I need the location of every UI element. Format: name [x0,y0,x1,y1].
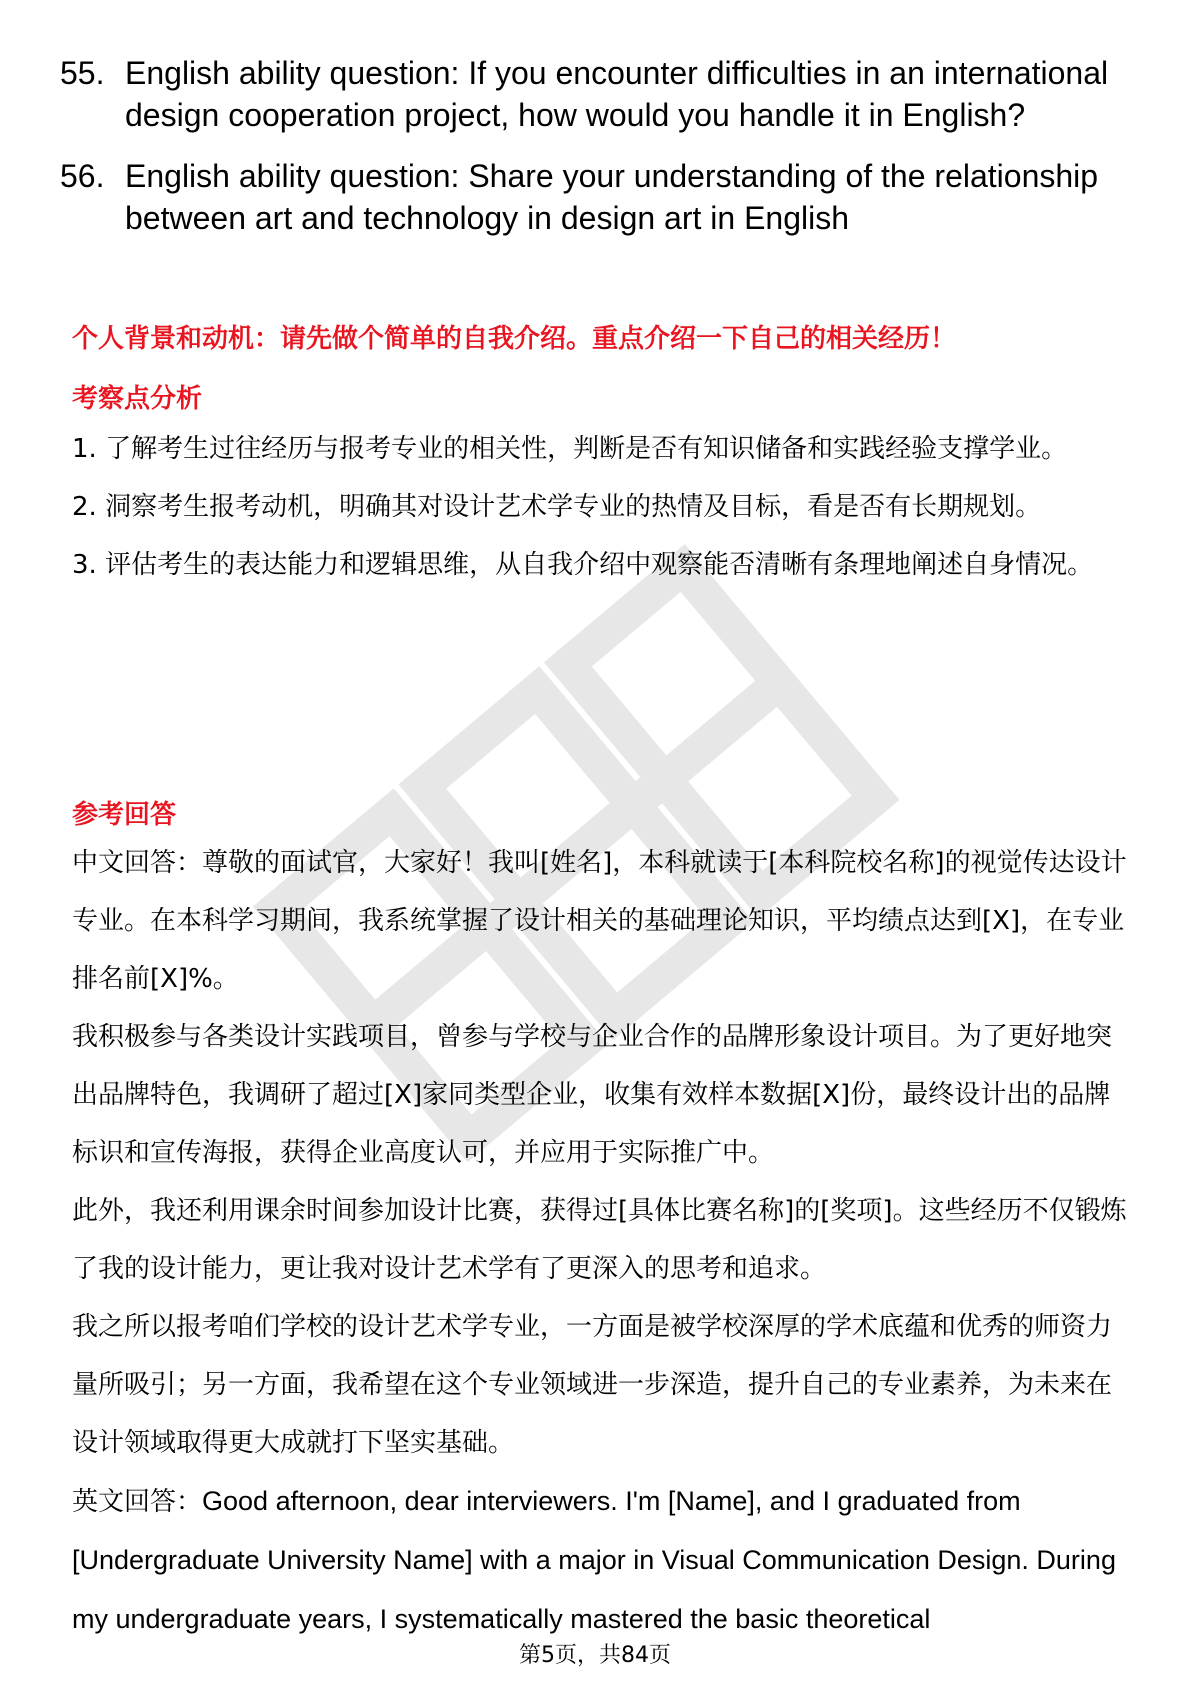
list-item: 1. 了解考生过往经历与报考专业的相关性，判断是否有知识储备和实践经验支撑学业。 [72,434,1068,464]
question-number: 56. [60,158,105,194]
answer-paragraph: 中文回答：尊敬的面试官，大家好！我叫[姓名]，本科就读于[本科院校名称]的视觉传达设计专业。在本科学习期间，我系统掌握了设计相关的基础理论知识，平均绩点达到[X]，在专业排名前[X]%。 [72,848,1127,994]
reference-heading: 参考回答 [72,800,177,830]
english-answer-label: 英文回答： [72,1487,203,1517]
answer-paragraph: 我积极参与各类设计实践项目，曾参与学校与企业合作的品牌形象设计项目。为了更好地突出品牌特色，我调研了超过[X]家同类型企业，收集有效样本数据[X]份，最终设计出的品牌标识和宣传海报，获得企业高度认可，并应用于实际推广中。 [72,1022,1113,1168]
english-answer-text: Good afternoon, dear interviewers. I'm [Name], and I graduated from [Undergraduate University Name] with a major in Visual Communication Design. During my undergraduate years, I systematically mastered the basic theoretical [72,1486,1116,1634]
main-question-heading: 个人背景和动机：请先做个简单的自我介绍。重点介绍一下自己的相关经历！ [72,324,957,354]
list-item: 3. 评估考生的表达能力和逻辑思维，从自我介绍中观察能否清晰有条理地阐述自身情况。 [72,550,1094,580]
list-item: 2. 洞察考生报考动机，明确其对设计艺术学专业的热情及目标，看是否有长期规划。 [72,492,1042,522]
page-footer: 第5页，共84页 [519,1643,671,1668]
answer-paragraph: 我之所以报考咱们学校的设计艺术学专业，一方面是被学校深厚的学术底蕴和优秀的师资力量所吸引；另一方面，我希望在这个专业领域进一步深造，提升自己的专业素养，为未来在设计领域取得更大成就打下坚实基础。 [72,1312,1113,1458]
answer-paragraph: 此外，我还利用课余时间参加设计比赛，获得过[具体比赛名称]的[奖项]。这些经历不仅锻炼了我的设计能力，更让我对设计艺术学有了更深入的思考和追求。 [72,1196,1127,1284]
question-text: English ability question: If you encounter difficulties in an international design cooperation project, how would you handle it in English? [125,55,1109,133]
english-answer-paragraph [72,1472,1132,1649]
list-item [60,155,1140,239]
question-number: 55. [60,55,105,91]
question-text: English ability question: Share your understanding of the relationship between art and technology in design art in English [125,158,1099,236]
english-question-list [60,52,1140,258]
analysis-heading: 考察点分析 [72,384,203,414]
list-item [60,52,1140,136]
reference-answer [72,834,1132,1649]
analysis-points [72,420,1132,594]
